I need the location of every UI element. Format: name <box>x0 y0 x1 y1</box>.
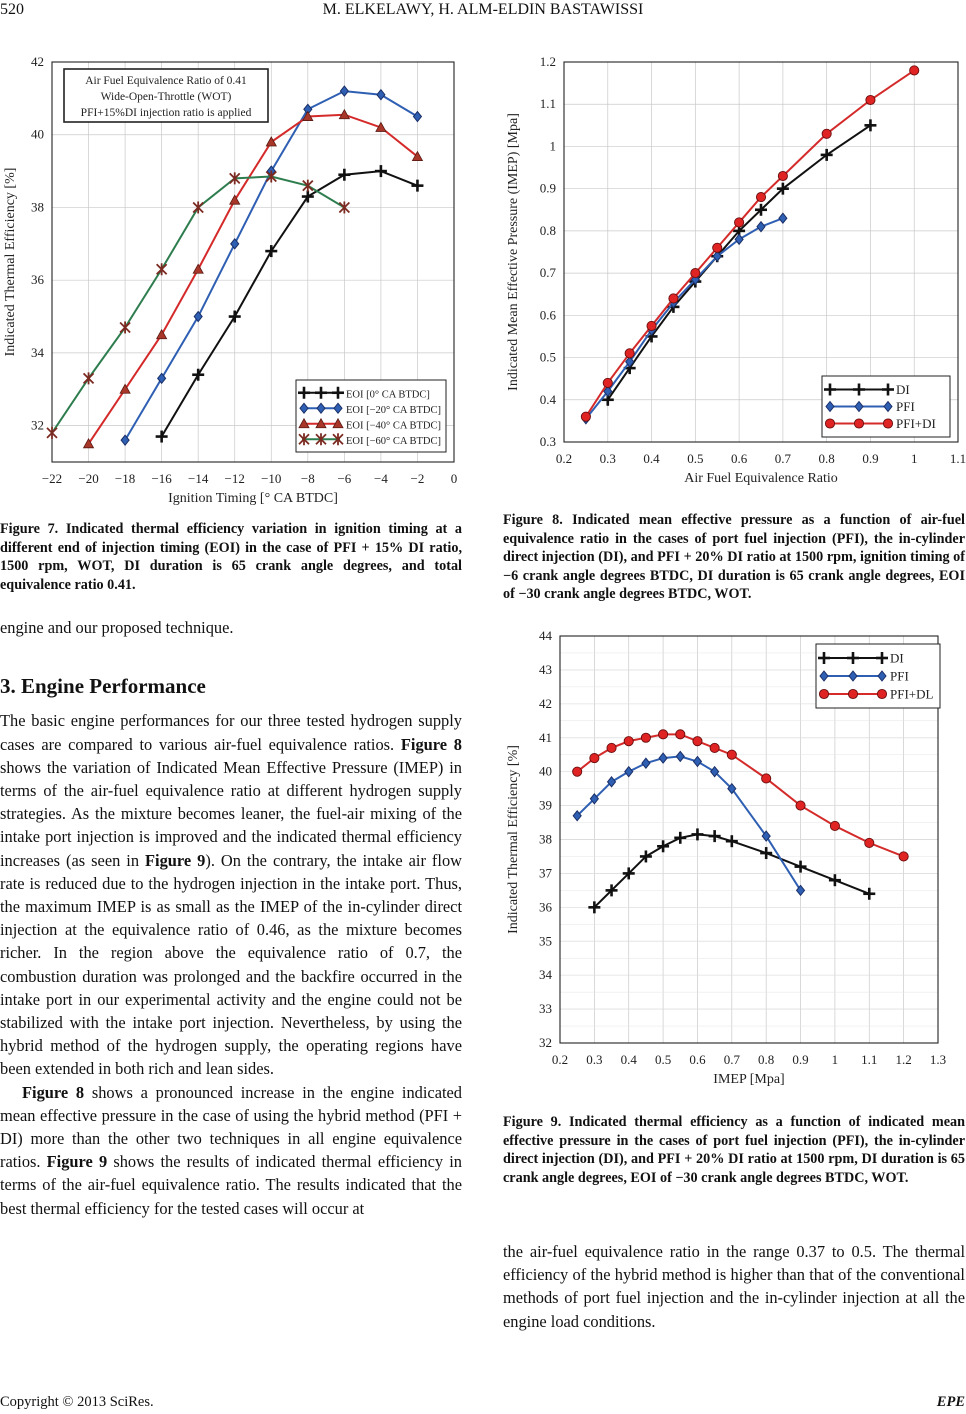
x-tick-label: 0.5 <box>654 1052 672 1067</box>
y-tick-label: 40 <box>31 126 44 142</box>
y-tick-label: 34 <box>539 967 552 983</box>
figure-9-ref[interactable]: Figure 9 <box>46 1152 108 1172</box>
x-tick-label: −20 <box>78 471 99 486</box>
y-tick-label: 0.3 <box>539 434 556 449</box>
legend-label: EOI [−20° CA BTDC] <box>346 404 441 416</box>
x-tick-label: −6 <box>337 471 352 486</box>
paragraph-1: The basic engine performances for our three tested hydrogen supply cases are compared to various air-fuel equivalence ratios. Figure 8 shows the variation of Indicated Mean Effective Pressure (IMEP) in terms of the air-fuel equivalence ratio at different hydrogen supply strategies. As the mixture becomes leaner, the fuel-air mixing of the intake port injection is improved and the indicated thermal efficiency increases (as seen in Figure 9). On the contrary, the intake air flow rate is reduced due to the hydrogen injection in the intake port. Thus, the maximum IMEP is as small as the IMEP of the in-cylinder direct injection at the equivalence ratio of 0.46, as the mixture becomes richer. In the region above the equivalence ratio of 0.7, the combustion duration was prolonged and the backfire occurred in the intake port in our experimental activity and the engine could not be stabilized with the intake port injection. Nevertheless, by using the hybrid method of the hydrogen supply, the operating regions have been extended in both rich and lean sides. <box>0 711 462 1079</box>
annotation-line: Wide-Open-Throttle (WOT) <box>100 91 232 103</box>
y-tick-label: 32 <box>31 417 44 433</box>
legend-label: PFI <box>890 668 909 684</box>
legend-label: DI <box>890 650 904 666</box>
x-tick-label: −4 <box>373 471 388 486</box>
x-tick-label: 1 <box>831 1052 839 1067</box>
annotation-line: PFI+15%DI injection ratio is applied <box>80 107 252 119</box>
data-point <box>762 774 771 783</box>
x-tick-label: −8 <box>300 471 315 486</box>
figure-9-caption: Figure 9. Indicated thermal efficiency as a function of indicated mean effective pressure in the cases of port fuel injection (PFI), the in-cylinder direct injection (DI), and PFI + 20% DI ratio at 1500 rpm, DI duration is 65 crank angle degrees, EOI of −30 crank angle degrees BTDC, WOT. <box>503 1114 965 1186</box>
y-tick-label: 0.9 <box>539 180 556 196</box>
x-tick-label: 0 <box>450 471 458 486</box>
data-point <box>641 733 650 742</box>
x-tick-label: −2 <box>410 471 425 486</box>
y-tick-label: 44 <box>539 628 552 643</box>
data-point <box>625 349 634 358</box>
data-point <box>590 754 599 763</box>
legend-label: DI <box>896 382 910 397</box>
data-point <box>735 218 744 227</box>
x-tick-label: 0.4 <box>643 451 660 466</box>
figure-8-ref[interactable]: Figure 8 <box>400 734 462 754</box>
legend-label: PFI+DI <box>896 416 936 431</box>
figure-7-caption: Figure 7. Indicated thermal efficiency variation in ignition timing at a different end of injection timing (EOI) in the case of PFI + 15% DI ratio, 1500 rpm, WOT, DI duration is 65 crank angle degrees, and total equivalence ratio 0.41. <box>0 521 462 593</box>
x-axis-label: IMEP [Mpa] <box>713 1072 785 1087</box>
y-tick-label: 41 <box>539 729 552 745</box>
legend-marker <box>854 419 863 428</box>
x-tick-label: 0.3 <box>586 1052 603 1067</box>
data-point <box>727 750 736 759</box>
x-tick-label: 0.2 <box>551 1052 569 1067</box>
data-point <box>899 852 908 861</box>
data-point <box>691 269 700 278</box>
data-point <box>778 171 787 180</box>
data-point <box>693 737 702 746</box>
figure-8-chart <box>503 50 966 502</box>
data-point <box>796 801 805 810</box>
data-point <box>669 294 678 303</box>
x-axis-label: Air Fuel Equivalence Ratio <box>684 471 838 486</box>
figure-8-ref[interactable]: Figure 8 <box>22 1082 85 1102</box>
y-tick-label: 39 <box>539 797 552 813</box>
y-tick-label: 36 <box>539 899 552 915</box>
y-tick-label: 35 <box>539 933 552 949</box>
y-tick-label: 42 <box>539 695 552 711</box>
x-tick-label: 0.6 <box>730 451 748 466</box>
data-point <box>658 730 667 739</box>
x-tick-label: −22 <box>41 471 63 486</box>
x-tick-label: 1 <box>910 451 918 466</box>
data-point <box>866 95 875 104</box>
data-point <box>581 412 590 421</box>
x-tick-label: −18 <box>114 471 136 486</box>
y-tick-label: 1.2 <box>539 54 556 69</box>
x-tick-label: 1.2 <box>895 1052 912 1067</box>
y-tick-label: 37 <box>539 865 552 881</box>
data-point <box>713 243 722 252</box>
x-tick-label: 1.1 <box>949 451 966 466</box>
x-tick-label: −12 <box>224 471 245 486</box>
data-point <box>822 129 831 138</box>
data-point <box>624 737 633 746</box>
legend-label: PFI <box>896 399 915 414</box>
x-tick-label: −10 <box>261 471 282 486</box>
data-point <box>647 321 656 330</box>
annotation-line: Air Fuel Equivalence Ratio of 0.41 <box>85 75 247 87</box>
y-tick-label: 0.5 <box>539 349 556 365</box>
x-tick-label: 0.6 <box>689 1052 706 1067</box>
x-tick-label: 0.9 <box>862 451 879 466</box>
x-tick-label: 0.5 <box>687 451 704 466</box>
x-tick-label: 0.4 <box>620 1052 637 1067</box>
y-tick-label: 1.1 <box>539 96 556 112</box>
legend-marker <box>883 419 892 428</box>
y-tick-label: 0.4 <box>539 391 556 407</box>
x-tick-label: 0.9 <box>792 1052 809 1067</box>
legend-marker <box>848 689 857 698</box>
y-tick-label: 42 <box>31 54 44 69</box>
y-tick-label: 0.6 <box>539 307 556 323</box>
data-point <box>710 743 719 752</box>
legend-marker <box>877 689 886 698</box>
page-number: 520 <box>0 1 24 18</box>
figure-7-chart <box>0 50 462 510</box>
data-point <box>573 767 582 776</box>
copyright: Copyright © 2013 SciRes. <box>0 1394 154 1410</box>
legend-label: PFI+DL <box>890 686 934 702</box>
x-tick-label: 0.8 <box>818 451 835 466</box>
x-tick-label: 0.8 <box>758 1052 775 1067</box>
y-tick-label: 34 <box>31 344 44 360</box>
data-point <box>676 730 685 739</box>
figure-9-chart <box>503 626 966 1106</box>
left-column <box>0 616 462 1220</box>
x-tick-label: −14 <box>188 471 209 486</box>
y-tick-label: 40 <box>539 763 552 779</box>
y-axis-label: Indicated Mean Effective Pressure (IMEP) [Mpa] <box>506 113 521 391</box>
y-tick-label: 38 <box>539 831 552 847</box>
figure-8-caption: Figure 8. Indicated mean effective pressure as a function of air-fuel equivalence ratio in the cases of port fuel injection (PFI), the in-cylinder direct injection (DI), and PFI + 20% DI ratio at 1500 rpm, ignition timing of −6 crank angle degrees BTDC, DI duration is 65 crank angle degrees, EOI of −30 crank angle degrees BTDC, WOT. <box>503 512 965 603</box>
data-point <box>830 821 839 830</box>
x-tick-label: 1.1 <box>861 1052 878 1067</box>
y-tick-label: 36 <box>31 272 44 288</box>
data-point <box>603 378 612 387</box>
y-tick-label: 0.8 <box>539 222 556 238</box>
x-axis-label: Ignition Timing [° CA BTDC] <box>168 491 338 506</box>
x-tick-label: 0.2 <box>555 451 573 466</box>
paragraph-right: the air-fuel equivalence ratio in the range 0.37 to 0.5. The thermal efficiency of the hybrid method is higher than that of the conventional methods of port fuel injection and the in-cylinder injection at all the engine load conditions. <box>503 1242 965 1331</box>
data-point <box>865 838 874 847</box>
journal-name: EPE <box>936 1394 965 1410</box>
y-tick-label: 1 <box>549 138 556 154</box>
y-tick-label: 0.7 <box>539 265 556 281</box>
right-column <box>503 1240 965 1333</box>
y-axis-label: Indicated Thermal Efficiency [%] <box>3 167 18 357</box>
x-tick-label: 0.7 <box>774 451 792 466</box>
y-tick-label: 38 <box>31 199 44 215</box>
legend-label: EOI [0° CA BTDC] <box>346 389 430 401</box>
paragraph-2: Figure 8 shows a pronounced increase in the engine indicated mean effective pressure in the case of using the hybrid method (PFI + DI) more than the other two techniques in all engine equivalence ratios. Figure 9 shows the results of indicated thermal efficiency in terms of the air-fuel equivalence ratio. The results indicated that the best thermal efficiency for the tested cases will occur at <box>0 1082 462 1218</box>
x-tick-label: 1.3 <box>929 1052 947 1067</box>
data-point <box>910 66 919 75</box>
legend-marker <box>819 689 828 698</box>
data-point <box>756 193 765 202</box>
x-tick-label: −16 <box>151 471 172 486</box>
x-tick-label: 0.7 <box>723 1052 740 1067</box>
figure-9-ref[interactable]: Figure 9 <box>145 850 206 870</box>
paragraph-intro: engine and our proposed technique. <box>0 618 234 637</box>
legend-label: EOI [−40° CA BTDC] <box>346 420 441 432</box>
y-tick-label: 33 <box>539 1001 552 1017</box>
y-tick-label: 32 <box>539 1035 552 1050</box>
data-point <box>607 743 616 752</box>
y-axis-label: Indicated Thermal Efficiency [%] <box>506 745 521 934</box>
x-tick-label: 0.3 <box>599 451 616 466</box>
running-title: M. ELKELAWY, H. ALM-ELDIN BASTAWISSI <box>322 1 644 18</box>
section-title: 3. Engine Performance <box>0 674 206 699</box>
legend-marker <box>825 419 834 428</box>
legend-label: EOI [−60° CA BTDC] <box>346 435 441 447</box>
y-tick-label: 43 <box>539 661 552 677</box>
